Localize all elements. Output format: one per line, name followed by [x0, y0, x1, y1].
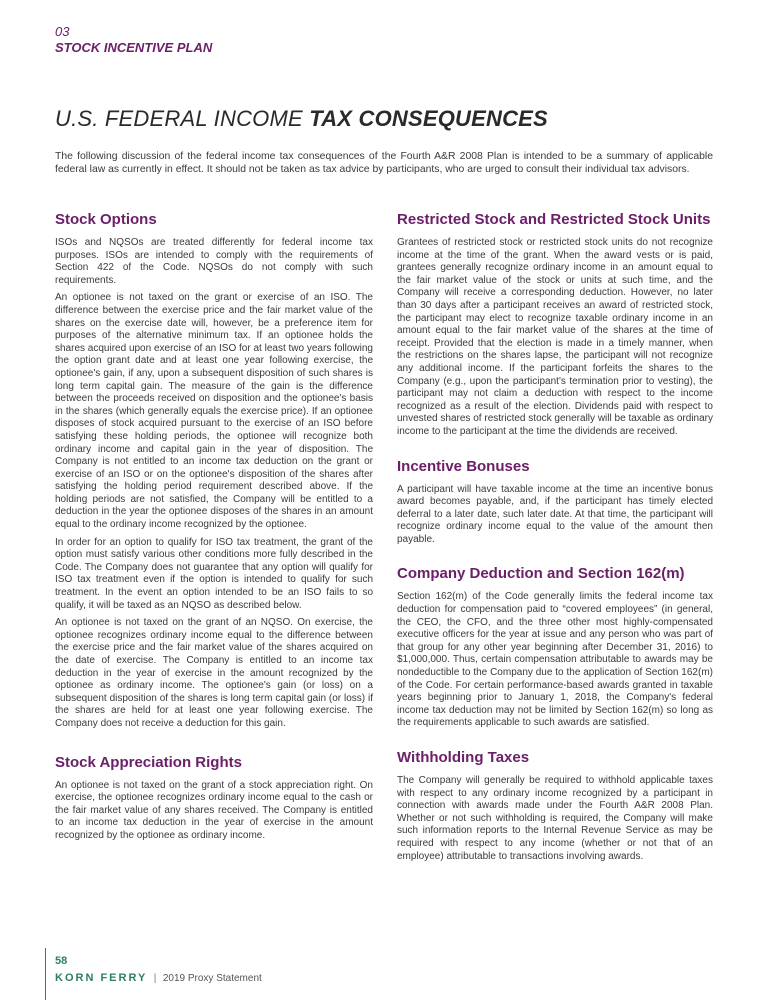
section-heading: Stock Options — [55, 211, 157, 228]
body-paragraph: In order for an option to qualify for ISO tax treatment, the grant of the option must satisfy various other conditions more fully described in the Code. The Company does not guarantee that any option will qualify for ISO tax treatment even if the option is intended to qualify for such treatment. In the event an option intended to be an ISO fails to so qualify, it will be taxed as an NQSO as described below. — [55, 536, 373, 611]
footer-line — [55, 968, 262, 986]
section-heading: Company Deduction and Section 162(m) — [397, 565, 685, 583]
section-stock-appreciation-rights — [55, 753, 373, 843]
section-withholding-taxes — [397, 748, 713, 863]
body-paragraph: Section 162(m) of the Code generally limits the federal income tax deduction for compensation paid to “covered employees” (in general, the CEO, the CFO, and the three other most highly-compensated executive officers for the year at issue and any person who was part of that group for any other year beginning after December 31, 2016) to $1,000,000. Thus, certain compensation attributable to awards may be nondeductible to the Company due to the application of Section 162(m) of the Code. For certain performance-based awards granted in taxable years beginning prior to January 1, 2018, the Company's federal income tax deduction may not be limited by Section 162(m) so long as the requirements applicable to such awards are satisfied. — [397, 591, 713, 729]
page-title-bold: TAX CONSEQUENCES — [309, 106, 548, 131]
body-paragraph: The Company will generally be required to withhold applicable taxes with respect to any ordinary income recognized by a participant in connection with awards made under the Fourth A&R 2008 Plan. Whether or not such withholding is required, the Company will make such information reports to the Internal Revenue Service as may be required with respect to any income (whether or not that of an employee) attributable to transactions involving awards. — [397, 775, 713, 862]
section-incentive-bonuses — [397, 457, 713, 547]
body-paragraph: An optionee is not taxed on the grant of a stock appreciation right. On exercise, the optionee recognizes ordinary income equal to the cash or the fair market value of any shares received. The Company is entitled to an income tax deduction in the year of exercise in the amount recognized by the optionee as ordinary income. — [55, 779, 373, 841]
section-number: 03 — [55, 24, 70, 39]
section-heading: Withholding Taxes — [397, 749, 530, 766]
right-column — [397, 210, 713, 877]
footer-separator: | — [153, 973, 157, 984]
intro-paragraph: The following discussion of the federal income tax consequences of the Fourth A&R 2008 Plan is intended to be a summary of applicable federal law as currently in effect. It should not be taken as tax advice by participants, who are urged to consult their individual tax advisors. — [55, 151, 713, 176]
page-title-prefix: U.S. FEDERAL INCOME — [55, 106, 310, 131]
left-column — [55, 210, 373, 857]
section-title: STOCK INCENTIVE PLAN — [55, 40, 213, 55]
section-heading: Restricted Stock and Restricted Stock Units — [397, 211, 711, 228]
document-name: 2019 Proxy Statement — [162, 973, 262, 984]
page-title — [55, 106, 548, 132]
body-paragraph: Grantees of restricted stock or restricted stock units do not recognize income at the time of the grant. When the award vests or is paid, grantees generally recognize ordinary income in an amount equal to the fair market value of the stock or units at such time, and the Company will receive a corresponding deduction. However, no later than 30 days after a participant receives an award of restricted stock, the participant may elect to recognize taxable ordinary income in an amount equal to the fair market value of the shares at the time of receipt. Provided that the election is made in a timely manner, when the restrictions on the shares lapse, the participant will not recognize any additional income. If the participant forfeits the shares to the Company (e.g., upon the participant's termination prior to vesting), the participant may not claim a deduction with respect to the income recognized as a result of the election. Dividends paid with respect to unvested shares of restricted stock generally will be taxable as ordinary income to the participant at the time the dividends are received. — [397, 237, 713, 437]
section-stock-options — [55, 210, 373, 731]
body-paragraph: An optionee is not taxed on the grant or exercise of an ISO. The difference between the exercise price and the fair market value of the shares on the exercise date will, however, be a preference item for purposes of the alternative minimum tax. If an optionee holds the shares acquired upon exercise of an ISO for at least two years following the option grant date and at least one year following exercise, the optionee's gain, if any, upon a subsequent disposition of such shares is long term capital gain. The measure of the gain is the difference between the proceeds received on disposition and the optionee's basis in the shares (which generally equals the exercise price). If an optionee disposes of stock acquired pursuant to the exercise of an ISO before satisfying these holding periods, the optionee will recognize both ordinary income and capital gain in the year of disposition. The Company is not entitled to an income tax deduction on the grant or exercise of an ISO or on the optionee's disposition of the shares after satisfying the holding period requirement described above. If the holding periods are not satisfied, the Company will be entitled to a deduction in the year the optionee disposes of the shares in an amount equal to the ordinary income recognized by the optionee. — [55, 292, 373, 531]
body-paragraph: A participant will have taxable income at the time an incentive bonus award becomes payable, and, if the participant has timely elected deferral to a later date, such later date. At that time, the participant will recognize ordinary income equal to the value of the amount then payable. — [397, 483, 713, 545]
footer-rule — [45, 948, 46, 1000]
section-company-deduction — [397, 564, 713, 730]
page-number: 58 — [55, 955, 68, 967]
section-restricted-stock — [397, 210, 713, 439]
section-heading: Stock Appreciation Rights — [55, 753, 242, 771]
body-paragraph: ISOs and NQSOs are treated differently for federal income tax purposes. ISOs are intended to comply with the requirements of Section 422 of the Code. NQSOs do not comply with such requirements. — [55, 237, 373, 286]
section-heading: Incentive Bonuses — [397, 457, 530, 475]
body-paragraph: An optionee is not taxed on the grant of an NQSO. On exercise, the optionee recognizes ordinary income equal to the difference between the exercise price and the fair market value of the shares acquired on the date of exercise. The Company is entitled to an income tax deduction in the year of exercise in the amount recognized by the optionee as ordinary income. The optionee's gain (or loss) on a subsequent disposition of the shares is long term capital gain (or loss) if the shares are held for at least one year following exercise. The Company does not receive a deduction for this gain. — [55, 617, 373, 729]
brand-logo: KORN FERRY — [55, 972, 148, 984]
section-header — [55, 24, 212, 56]
page-footer — [55, 955, 262, 986]
